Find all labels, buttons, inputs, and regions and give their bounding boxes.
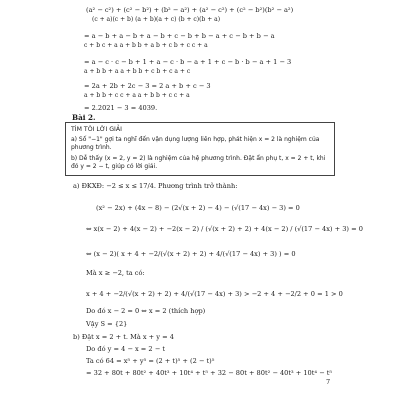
- solution-line-7: Do đó x − 2 = 0 ⇔ x = 2 (thích hợp): [86, 307, 206, 315]
- equation-line-5: = 2.2021 − 3 = 4039.: [84, 104, 158, 112]
- solution-line-4: ⇔ (x − 2)( x + 4 + −2/(√(x + 2) + 2) + 4/(√(17 − 4x) + 3) ) = 0: [86, 250, 296, 258]
- solution-line-12: = 32 + 80t + 80t² + 40t³ + 10t⁴ + t⁵ + 32 − 80t + 80t² − 40t³ + 10t⁴ − t⁵: [86, 369, 333, 377]
- equation-line-2: = a − b + a − b + a − b + c − b + b − a + c − b + b − a: [84, 32, 275, 40]
- exercise-heading: Bài 2.: [72, 113, 96, 122]
- solution-line-6: x + 4 + −2/(√(x + 2) + 2) + 4/(√(17 − 4x) + 3) > −2 + 4 + −2/2 + 0 = 1 > 0: [86, 290, 343, 298]
- solution-line-8: Vậy S = {2}: [86, 320, 128, 328]
- solution-line-9: b) Đặt x = 2 + t. Mà x + y = 4: [73, 333, 174, 341]
- hint-title: TÌM TÒI LỜI GIẢI: [71, 126, 122, 133]
- equation-line-1-den: (c + a)(c + b) (a + b)(a + c) (b + c)(b + a): [92, 16, 221, 23]
- page-number: 7: [326, 379, 330, 386]
- solution-line-11: Ta có 64 = x⁵ + y⁵ = (2 + t)⁵ + (2 − t)⁵: [86, 357, 215, 365]
- hint-item-b: b) Dễ thấy (x = 2, y = 2) là nghiệm của hệ phương trình. Đặt ẩn phụ t, x = 2 + t, khi đó y = 2 − t, giúp có lời giải.: [71, 155, 326, 170]
- solution-line-5: Mà x ≥ −2, ta có:: [86, 269, 145, 277]
- hint-item-a: a) Số "−1" gợi ta nghĩ đến vận dụng lượng liên hợp, phát hiện x = 2 là nghiệm của phương trình.: [71, 136, 320, 151]
- solution-line-1: a) ĐKXĐ: −2 ≤ x ≤ 17/4. Phương trình trở thành:: [73, 182, 238, 190]
- solution-line-3: ⇔ x(x − 2) + 4(x − 2) + −2(x − 2) / (√(x + 2) + 2) + 4(x − 2) / (√(17 − 4x) + 3) = 0: [86, 225, 363, 233]
- solution-line-2: (x² − 2x) + (4x − 8) − (2√(x + 2) − 4) − (√(17 − 4x) − 3) = 0: [96, 204, 300, 212]
- equation-line-2-den: c + b c + a a + b b + a b + c b + c c + a: [84, 42, 208, 49]
- hint-box: [65, 122, 335, 176]
- equation-line-1: (a² − c²) + (c² − b²) + (b² − a²) + (a² − c²) + (c² − b²)(b² − a²): [86, 6, 294, 14]
- equation-line-3: = a − c · c − b + 1 + a − c · b − a + 1 + c − b · b − a + 1 − 3: [84, 58, 292, 66]
- equation-line-4-den: a + b b + c c + a a + b b + c c + a: [84, 92, 190, 99]
- solution-line-10: Do đó y = 4 − x = 2 − t: [86, 345, 165, 353]
- equation-line-4: = 2a + 2b + 2c − 3 = 2 a + b + c − 3: [84, 82, 211, 90]
- equation-line-3-den: a + b b + a a + b b + c b + c a + c: [84, 68, 191, 75]
